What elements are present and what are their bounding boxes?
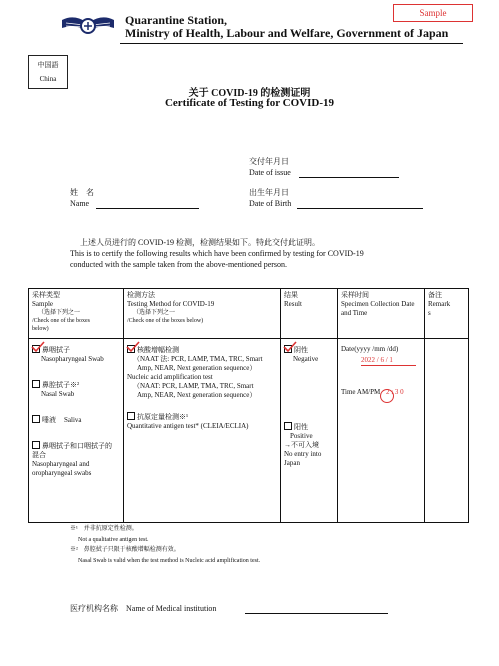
name-field[interactable] <box>96 208 199 209</box>
title-cn: 关于 COVID-19 的检测证明 <box>188 88 311 99</box>
checkbox-saliva[interactable] <box>32 415 40 423</box>
birth-date-label-en: Date of Birth <box>249 199 292 208</box>
language-cn: 中国語 <box>37 61 59 69</box>
birth-date-label-cn: 出生年月日 <box>249 188 289 197</box>
issue-date-field[interactable] <box>299 177 399 178</box>
date-label: Date(yyyy /mm /dd) <box>341 345 399 353</box>
sample-option-nasal[interactable]: 鼻腔拭子※² Nasal Swab <box>32 380 120 399</box>
method-option-naat[interactable]: 核酸增幅检测 （NAAT 法: PCR, LAMP, TMA, TRC, Smart Amp, NEAR, Next generation sequence） Nucleic acid amplification test （NAAT: PCR, LAMP, TMA, TRC, Smart Amp, NEAR, Next generation sequence） <box>127 345 277 400</box>
date-value[interactable]: 2022 / 6 / 1 <box>361 356 416 366</box>
checkbox-naat[interactable] <box>127 345 135 353</box>
results-table <box>28 288 469 523</box>
language-en: China <box>39 75 57 83</box>
name-label-en: Name <box>70 199 90 208</box>
quarantine-emblem-icon <box>60 10 116 42</box>
time-label: Time AM/PM <box>341 388 381 396</box>
method-options <box>124 339 281 523</box>
time-value[interactable]: 2 : 3 0 <box>385 388 404 396</box>
sample-option-nasopharyngeal[interactable]: 鼻咽拭子 Nasopharyngeal Swab <box>32 345 120 364</box>
checkbox-positive[interactable] <box>284 422 292 430</box>
collection-time-cell <box>338 339 425 523</box>
name-label-cn: 姓 名 <box>70 188 94 197</box>
statement-en-1: This is to certify the following results which have been confirmed by testing for COVID-19 <box>70 249 364 258</box>
header-result: 结果 Result <box>281 289 338 339</box>
statement-en-2: conducted with the sample taken from the above-mentioned person. <box>70 260 288 269</box>
checkbox-nasal[interactable] <box>32 380 40 388</box>
sample-option-saliva[interactable]: 唾液 Saliva <box>32 415 120 425</box>
sample-stamp: Sample <box>393 4 473 22</box>
red-check-icon <box>31 341 45 353</box>
checkbox-negative[interactable] <box>284 345 292 353</box>
result-options <box>281 339 338 523</box>
checkbox-nasopharyngeal[interactable] <box>32 345 40 353</box>
institution-label: 医疗机构名称 Name of Medical institution <box>70 604 217 613</box>
header-method: 检测方法 Testing Method for COVID-19 （选择下列之一 /Check one of the boxes below) <box>124 289 281 339</box>
header-rule <box>120 43 463 44</box>
red-check-icon <box>126 341 140 353</box>
issue-date-label-cn: 交付年月日 <box>249 157 289 166</box>
institution-field[interactable] <box>245 613 388 614</box>
header-title-line1: Quarantine Station, <box>125 13 228 27</box>
note-1-cn: ※¹ 并非抗原定性检测。 <box>70 526 138 532</box>
header-remarks: 备注 Remark s <box>425 289 469 339</box>
issue-date-label-en: Date of issue <box>249 168 291 177</box>
header-collection-time: 采样时间 Specimen Collection Date and Time <box>338 289 425 339</box>
red-check-icon <box>283 341 297 353</box>
statement-cn: 上述人员进行的 COVID-19 检测，检测结果如下。特此交付此证明。 <box>80 238 320 247</box>
checkbox-mixed[interactable] <box>32 441 40 449</box>
birth-date-field[interactable] <box>297 208 423 209</box>
remarks-cell[interactable] <box>425 339 469 523</box>
header-title-line2: Ministry of Health, Labour and Welfare, Government of Japan <box>125 26 449 40</box>
note-2-cn: ※² 鼻腔拭子只限于核酸增幅检测有效。 <box>70 547 180 553</box>
title-en: Certificate of Testing for COVID-19 <box>164 97 335 109</box>
checkbox-antigen[interactable] <box>127 412 135 420</box>
note-1-en: Not a qualitative antigen test. <box>78 537 149 543</box>
sample-options <box>29 339 124 523</box>
sample-option-mixed[interactable]: 鼻咽拭子和口咽拭子的 混合 Nasopharyngeal and oropharyngeal swabs <box>32 442 112 477</box>
pm-circle-mark <box>380 389 394 403</box>
header-sample: 采样类型 Sample （选择下列之一 /Check one of the boxes below) <box>29 289 124 339</box>
result-option-negative[interactable]: 阴性 Negative <box>284 345 334 364</box>
method-option-antigen[interactable]: 抗原定量检测※¹ Quantitative antigen test* (CLEIA/ECLIA) <box>127 413 249 430</box>
result-option-positive[interactable]: 阳性 Positive →不可入境 No entry into Japan <box>284 423 322 467</box>
note-2-en: Nasal Swab is valid when the test method is Nucleic acid amplification test. <box>78 558 261 564</box>
